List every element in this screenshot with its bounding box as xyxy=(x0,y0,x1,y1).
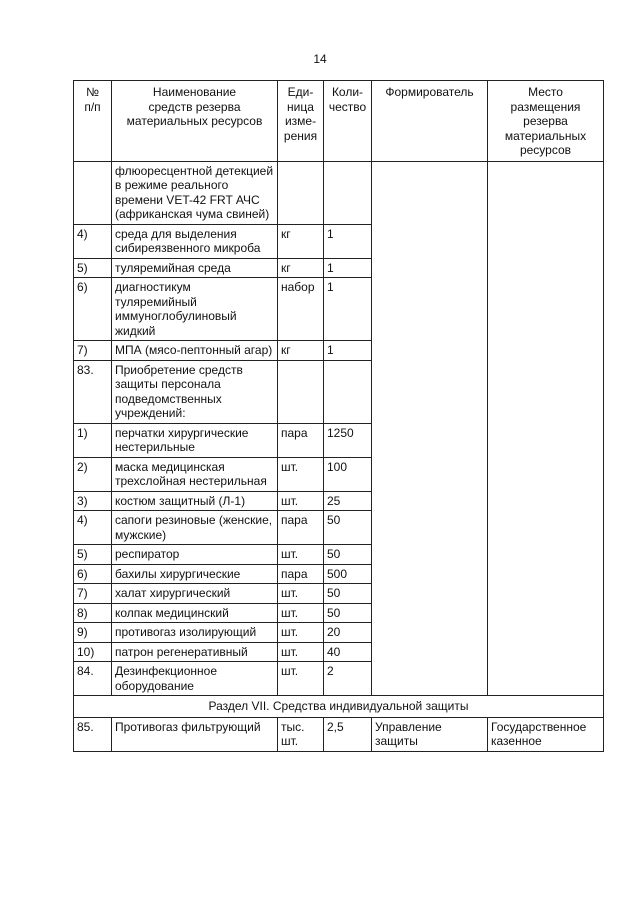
cell-unit: шт. xyxy=(278,491,324,511)
cell-name: колпак медицинский xyxy=(112,603,278,623)
cell-num: 6) xyxy=(74,278,112,341)
cell-qty: 2 xyxy=(324,662,372,696)
cell-qty: 2,5 xyxy=(324,717,372,751)
cell-location xyxy=(488,161,604,696)
cell-unit: набор xyxy=(278,278,324,341)
cell-qty: 25 xyxy=(324,491,372,511)
cell-num: 6) xyxy=(74,564,112,584)
cell-name: бахилы хирургические xyxy=(112,564,278,584)
cell-qty: 100 xyxy=(324,457,372,491)
cell-qty: 20 xyxy=(324,623,372,643)
header-unit: Еди- ница изме- рения xyxy=(278,81,324,162)
cell-former: Управление защиты xyxy=(372,717,488,751)
cell-num: 84. xyxy=(74,662,112,696)
cell-num: 3) xyxy=(74,491,112,511)
header-name: Наименование средств резерва материальных ресурсов xyxy=(112,81,278,162)
header-row xyxy=(74,81,604,162)
cell-num: 4) xyxy=(74,224,112,258)
header-qty: Коли- чество xyxy=(324,81,372,162)
cell-name: туляремийная среда xyxy=(112,258,278,278)
cell-num: 7) xyxy=(74,584,112,604)
cell-unit: кг xyxy=(278,258,324,278)
cell-name: костюм защитный (Л-1) xyxy=(112,491,278,511)
table-row-85 xyxy=(74,717,604,751)
cell-qty: 50 xyxy=(324,511,372,545)
cell-name: Приобретение средств защиты персонала подведомственных учреждений: xyxy=(112,360,278,423)
cell-unit: пара xyxy=(278,511,324,545)
cell-unit: кг xyxy=(278,341,324,361)
cell-name: флюоресцентной детекцией в режиме реального времени VET-42 FRT АЧС (африканская чума свиней) xyxy=(112,161,278,224)
cell-num: 1) xyxy=(74,423,112,457)
cell-num: 2) xyxy=(74,457,112,491)
cell-unit xyxy=(278,161,324,224)
cell-name: противогаз изолирующий xyxy=(112,623,278,643)
cell-qty: 1 xyxy=(324,278,372,341)
cell-qty: 1250 xyxy=(324,423,372,457)
cell-unit: тыс. шт. xyxy=(278,717,324,751)
cell-num: 7) xyxy=(74,341,112,361)
header-num: № п/п xyxy=(74,81,112,162)
cell-unit: шт. xyxy=(278,545,324,565)
cell-name: перчатки хирургические нестерильные xyxy=(112,423,278,457)
header-former: Формирователь xyxy=(372,81,488,162)
cell-num: 85. xyxy=(74,717,112,751)
cell-name: диагностикум туляремийный иммуноглобулиновый жидкий xyxy=(112,278,278,341)
cell-former xyxy=(372,161,488,696)
cell-qty: 50 xyxy=(324,603,372,623)
cell-qty: 500 xyxy=(324,564,372,584)
cell-name: среда для выделения сибиреязвенного микроба xyxy=(112,224,278,258)
cell-qty: 1 xyxy=(324,258,372,278)
cell-unit: пара xyxy=(278,564,324,584)
cell-num: 83. xyxy=(74,360,112,423)
resource-table xyxy=(73,80,604,752)
cell-name: сапоги резиновые (женские, мужские) xyxy=(112,511,278,545)
cell-qty: 50 xyxy=(324,584,372,604)
cell-num: 5) xyxy=(74,258,112,278)
cell-name: респиратор xyxy=(112,545,278,565)
cell-name: халат хирургический xyxy=(112,584,278,604)
cell-qty xyxy=(324,360,372,423)
cell-unit: пара xyxy=(278,423,324,457)
cell-name: МПА (мясо-пептонный агар) xyxy=(112,341,278,361)
cell-name: Дезинфекционное оборудование xyxy=(112,662,278,696)
cell-num: 9) xyxy=(74,623,112,643)
cell-unit: шт. xyxy=(278,642,324,662)
cell-unit: шт. xyxy=(278,623,324,643)
cell-name: патрон регенеративный xyxy=(112,642,278,662)
cell-unit: шт. xyxy=(278,457,324,491)
section-row xyxy=(74,696,604,718)
cell-name: маска медицинская трехслойная нестерильная xyxy=(112,457,278,491)
cell-num: 8) xyxy=(74,603,112,623)
cell-location: Государственное казенное xyxy=(488,717,604,751)
cell-num: 10) xyxy=(74,642,112,662)
page-number: 14 xyxy=(313,52,327,66)
cell-num: 5) xyxy=(74,545,112,565)
cell-unit: шт. xyxy=(278,603,324,623)
cell-name: Противогаз фильтрующий xyxy=(112,717,278,751)
cell-unit: кг xyxy=(278,224,324,258)
cell-unit: шт. xyxy=(278,662,324,696)
cell-unit xyxy=(278,360,324,423)
cell-unit: шт. xyxy=(278,584,324,604)
cell-num: 4) xyxy=(74,511,112,545)
header-location: Место размещения резерва материальных ресурсов xyxy=(488,81,604,162)
cell-qty: 1 xyxy=(324,224,372,258)
table-row xyxy=(74,161,604,224)
section-title: Раздел VII. Средства индивидуальной защиты xyxy=(74,696,604,718)
cell-num xyxy=(74,161,112,224)
cell-qty: 50 xyxy=(324,545,372,565)
cell-qty: 1 xyxy=(324,341,372,361)
cell-qty xyxy=(324,161,372,224)
cell-qty: 40 xyxy=(324,642,372,662)
